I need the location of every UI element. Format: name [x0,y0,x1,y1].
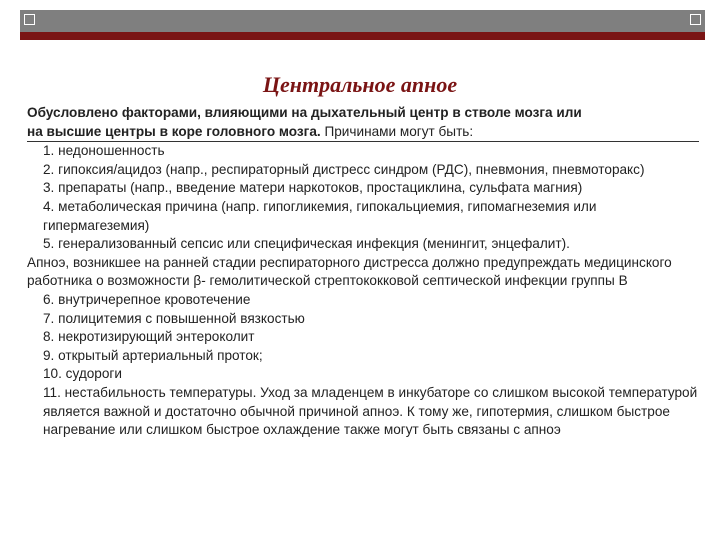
slide-body [27,104,699,440]
cause-item-6: 6. внутричерепное кровотечение [43,291,251,307]
cause-item-9: 9. открытый артериальный проток; [43,347,263,363]
intro-rest-text: Причинами могут быть: [320,123,474,139]
cause-item-1: 1. недоношенность [43,143,165,159]
cause-item-2: 2. гипоксия/ацидоз (напр., респираторный дистресс синдром (РДС), пневмония, пневмоторакс) [43,161,645,177]
cause-item-7: 7. полицитемия с повышенной вязкостью [43,310,305,326]
cause-item-4: 4. метаболическая причина (напр. гипогликемия, гипокальциемия, гипомагнеземия или гипермагеземия) [43,198,597,233]
cause-item-11: 11. нестабильность температуры. Уход за младенцем в инкубаторе со слишком высокой температурой является важной и достаточно обычной причиной апноэ. К тому же, гипотермия, слишком быстрое нагревание или слишком быстрое охлаждение также могут быть связаны с апноэ [43,384,698,438]
square-bullet-icon [690,14,701,25]
intro-line-1: Обусловлено факторами, влияющими на дыхательный центр в стволе мозга или [27,105,582,120]
cause-item-5: 5. генерализованный сепсис или специфическая инфекция (менингит, энцефалит). [43,236,570,252]
slide-title: Центральное апное [262,72,458,97]
apnea-note: Апноэ, возникшее на ранней стадии респираторного дистресса должно предупреждать медицинского работника о возможности β- гемолитической стрептококковой септической инфекции группы В [27,254,672,289]
cause-item-3: 3. препараты (напр., введение матери наркотоков, простациклина, сульфата магния) [43,180,583,196]
cause-item-10: 10. судороги [43,366,122,382]
cause-item-8: 8. некротизирующий энтероколит [43,329,255,345]
intro-line-2 [27,123,699,143]
square-bullet-icon [24,14,35,25]
intro-bold-text: на высшие центры в коре головного мозга. [27,123,321,139]
header-bar [20,10,705,34]
header-accent-line [20,33,705,40]
